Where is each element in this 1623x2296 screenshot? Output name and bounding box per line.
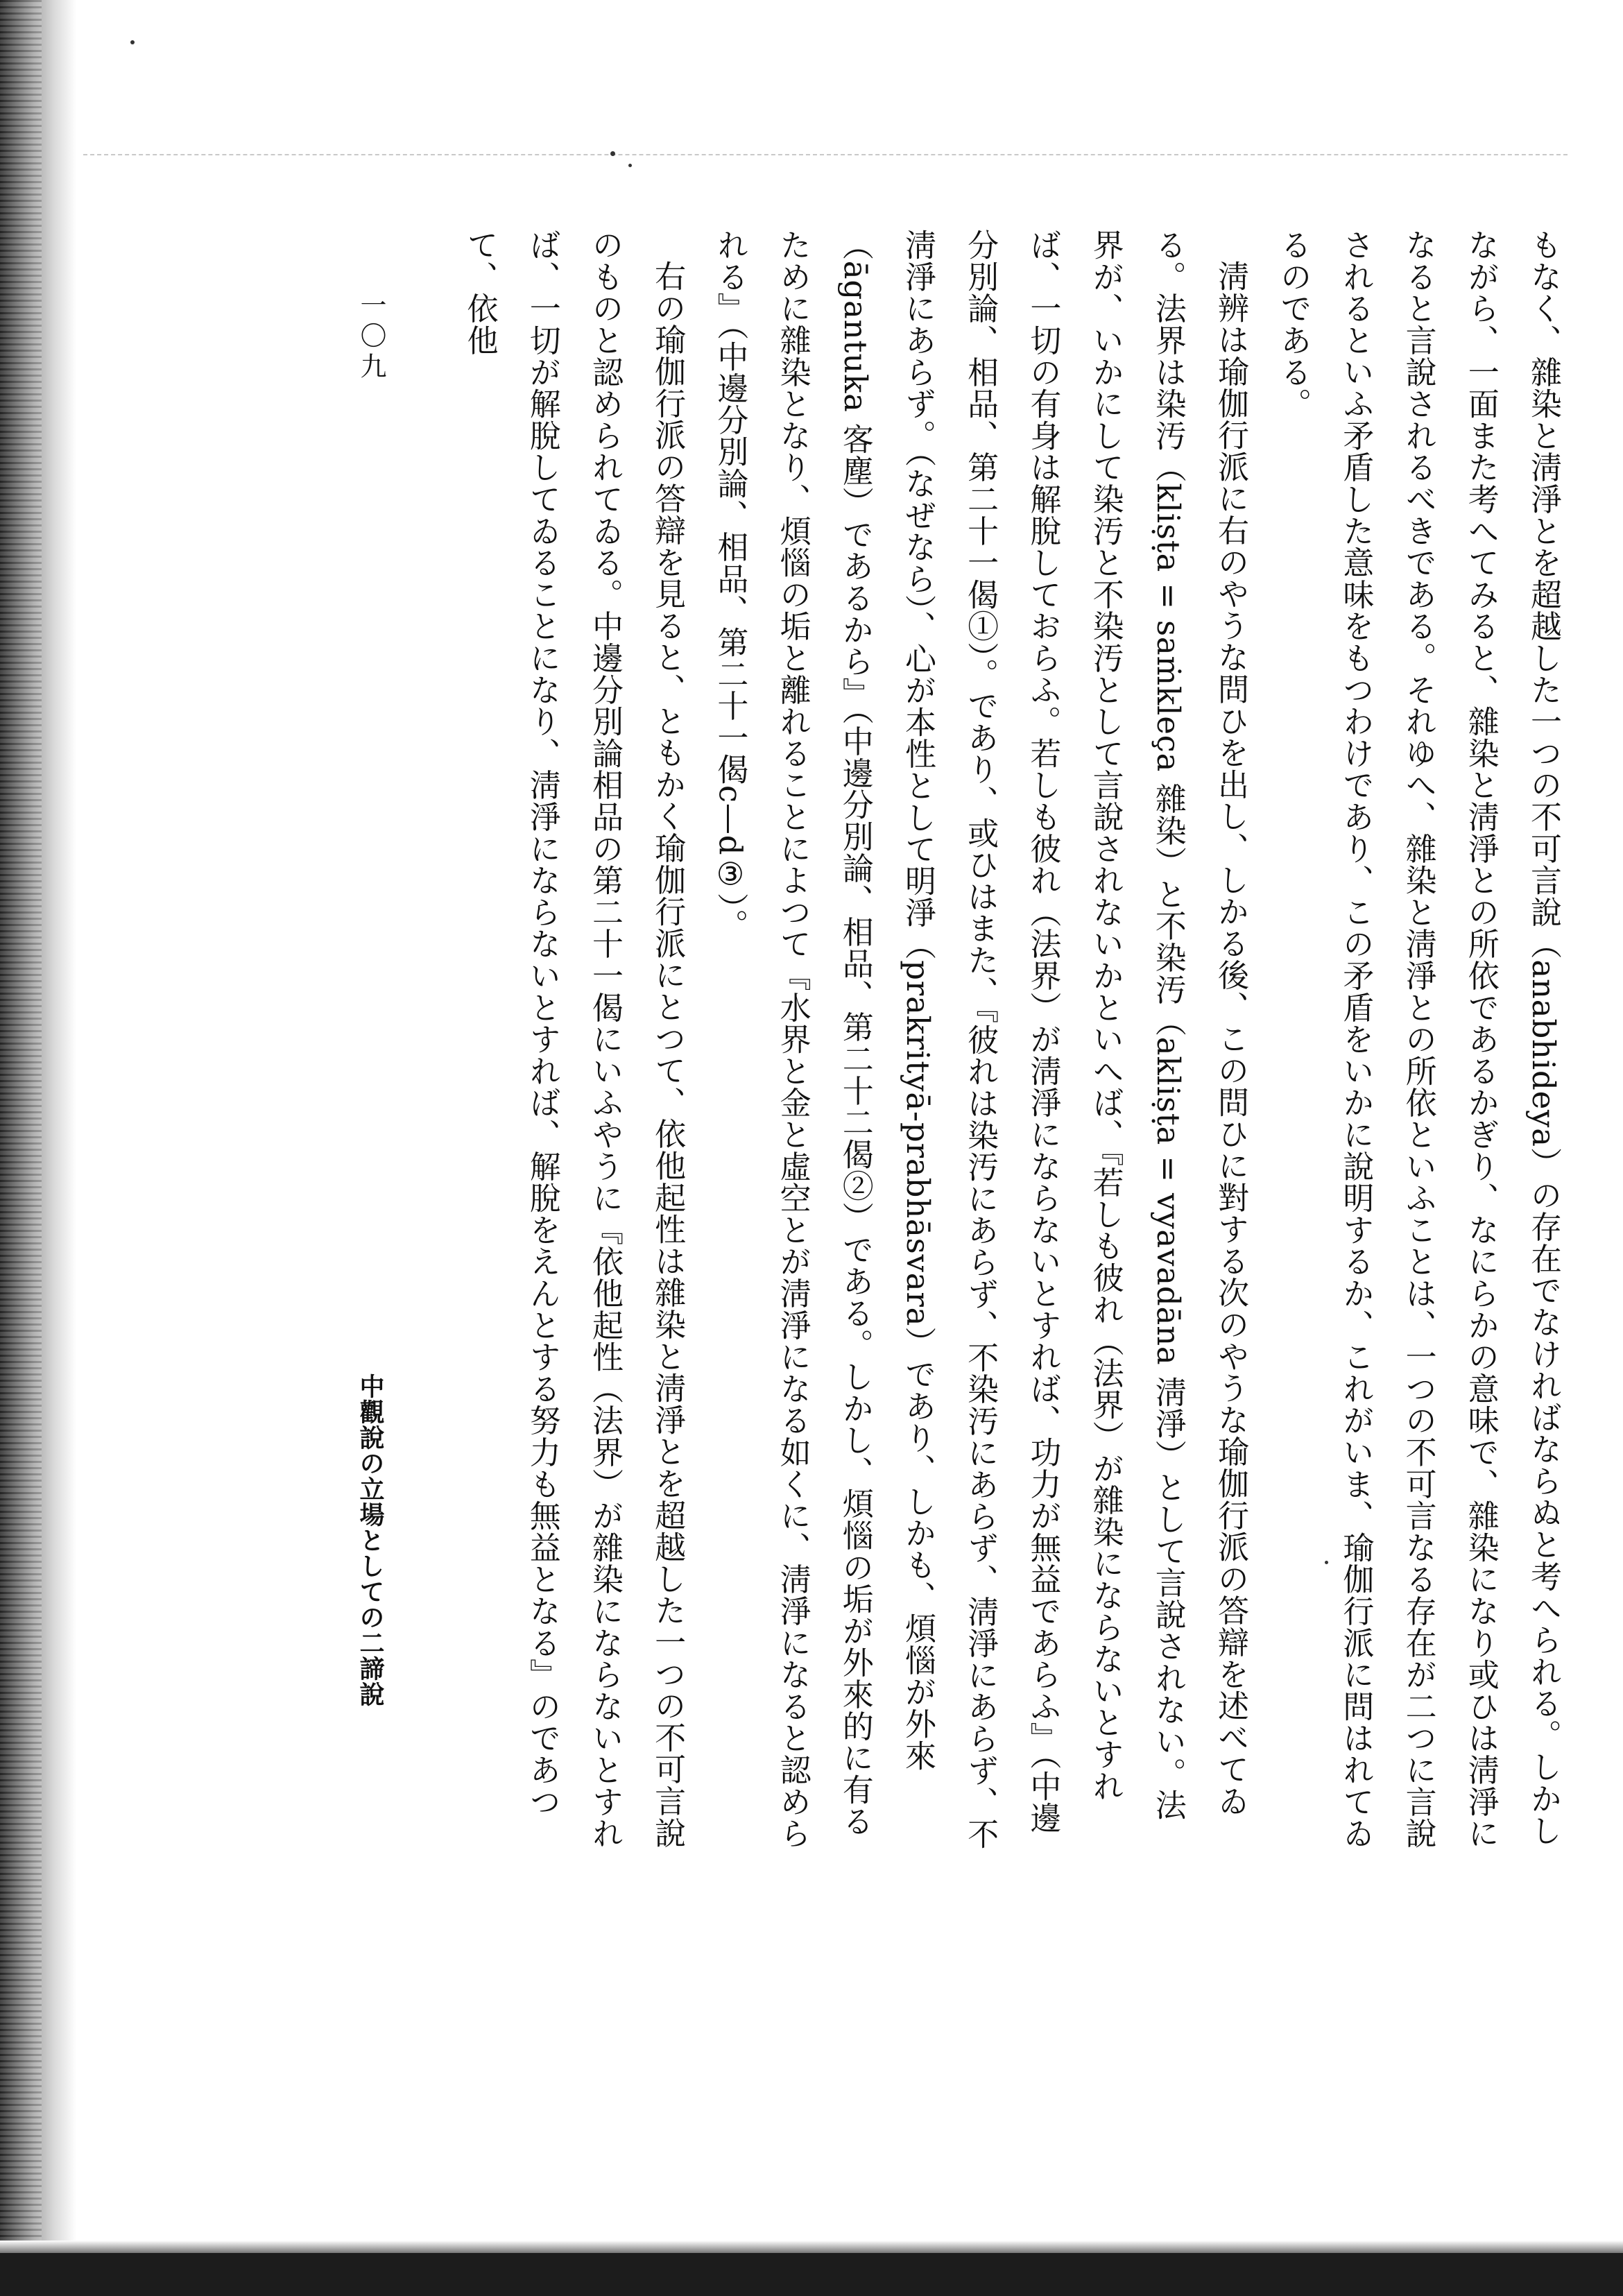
scan-speck	[610, 151, 615, 156]
body-text	[409, 229, 1574, 1852]
scan-bottom-band	[0, 2253, 1623, 2296]
scan-speck	[130, 40, 135, 44]
paragraph: 淸辨は瑜伽行派に右のやうな問ひを出し、しかる後、この問ひに對する次のやうな瑜伽行派の答辯を述べてゐる。法界は染汚（kliṣṭa = saṁkleça 雜染）と不染汚（akliṣṭa = vyavadāna 淸淨）として言說されない。法界が、いかにして染汚と不染汚として言說されないかといへば、『若しも彼れ（法界）が雜染にならないとすれば、一切の有身は解脫しておらふ。若しも彼れ（法界）が淸淨にならないとすれば、功力が無益であらふ』（中邊分別論、相品、第二十一偈①）。であり、或ひはまた、『彼れは染汚にあらず、不染汚にあらず、淸淨にあらず、不淸淨にあらず。（なぜなら）、心が本性として明淨（prakrityā-prabhāsvara）であり、しかも、煩惱が外來（āgantuka 客塵）であるから』（中邊分別論、相品、第二十二偈②）である。しかし、煩惱の垢が外來的に有るために雜染となり、煩惱の垢と離れることによつて『水界と金と虛空とが淸淨になる如くに、淸淨になると認められる』（中邊分別論、相品、第二十一偈c—d③）。	[712, 229, 1249, 1850]
running-head: 中觀說の立場としての二諦說	[356, 1373, 384, 1707]
scan-speck	[628, 164, 632, 167]
page-edge-shadow	[0, 2241, 1623, 2253]
scan-streaks	[0, 0, 42, 2251]
paragraph: もなく、雜染と淸淨とを超越した一つの不可言說（anabhideya）の存在でなければならぬと考へられる。しかしながら、一面また考へてみると、雜染と淸淨との所依であるかぎり、なにらかの意味で、雜染になり或ひは淸淨になると言說されるべきである。それゆへ、雜染と淸淨との所依といふことは、一つの不可言なる存在が二つに言說されるといふ矛盾した意味をもつわけであり、この矛盾をいかに說明するか、これがいま、瑜伽行派に問はれてゐるのである。	[1275, 229, 1562, 1849]
paragraph: 右の瑜伽行派の答辯を見ると、ともかく瑜伽行派にとつて、依他起性は雜染と淸淨とを超越した一つの不可言說のものと認められてゐる。中邊分別論相品の第二十一偈にいふやうに『依他起性（法界）が雜染にならないとすれば、一切が解脫してゐることになり、淸淨にならないとすれば、解脫をえんとする努力も無益となる』のであつて、依他	[461, 229, 687, 1849]
scan-artifact-line	[83, 154, 1568, 155]
page-number: 一〇九	[356, 291, 386, 383]
